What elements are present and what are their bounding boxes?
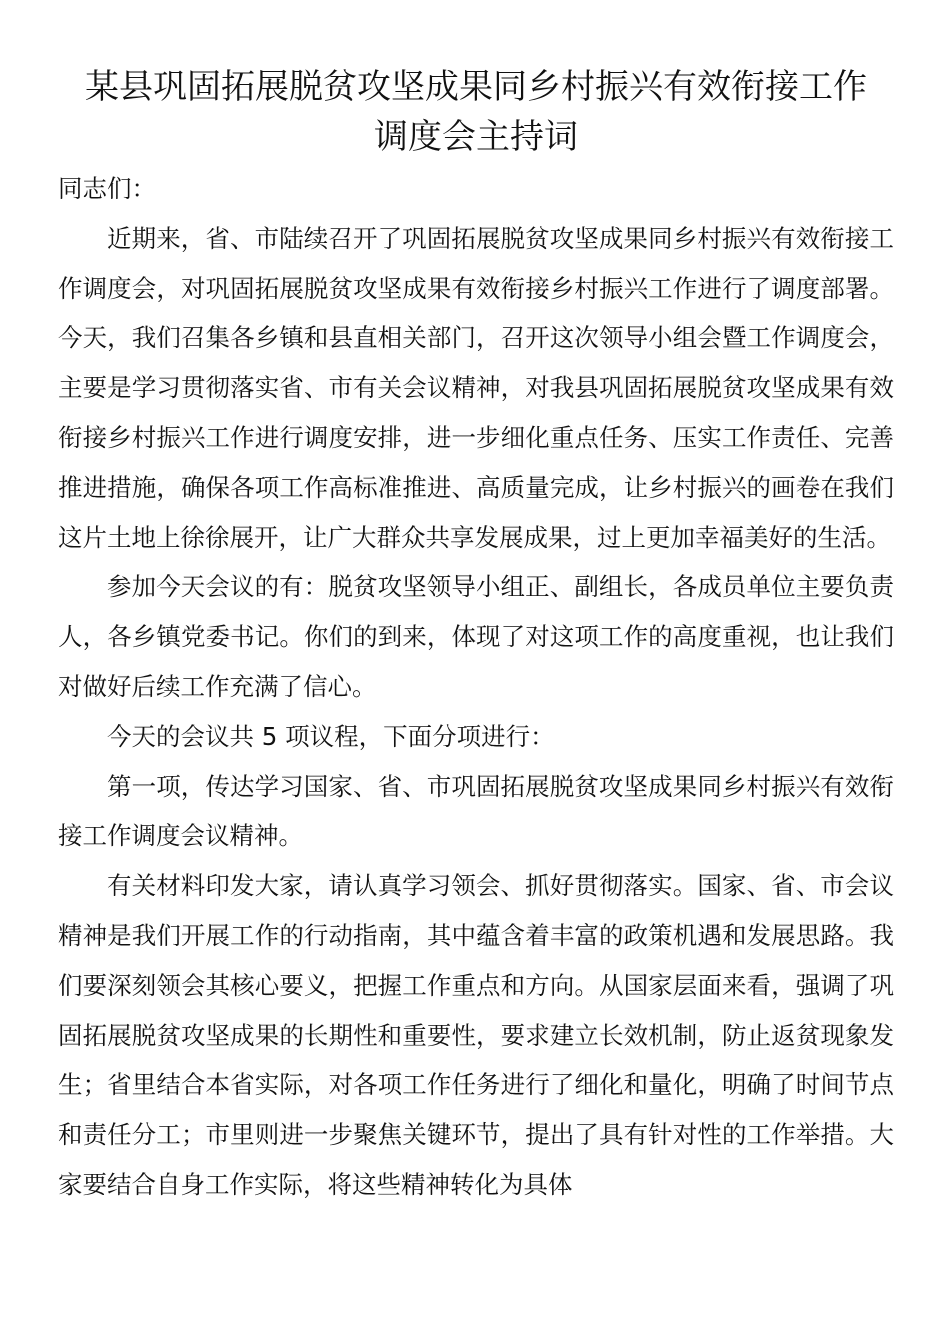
paragraph-attendees: 参加今天会议的有：脱贫攻坚领导小组正、副组长，各成员单位主要负责人，各乡镇党委书记。你们的到来，体现了对这项工作的高度重视，也让我们对做好后续工作充满了信心。	[58, 572, 894, 701]
salutation: 同志们：	[58, 174, 156, 203]
title-line-1: 某县巩固拓展脱贫攻坚成果同乡村振兴有效衔接工作	[85, 67, 867, 107]
document-title	[58, 62, 894, 162]
title-line-2: 调度会主持词	[374, 117, 578, 157]
paragraph-item-one: 第一项，传达学习国家、省、市巩固拓展脱贫攻坚成果同乡村振兴有效衔接工作调度会议精神。	[58, 771, 894, 851]
document-body	[58, 164, 894, 1210]
paragraph-intro: 近期来，省、市陆续召开了巩固拓展脱贫攻坚成果同乡村振兴有效衔接工作调度会，对巩固拓展脱贫攻坚成果有效衔接乡村振兴工作进行了调度部署。今天，我们召集各乡镇和县直相关部门，召开这次领导小组会暨工作调度会，主要是学习贯彻落实省、市有关会议精神，对我县巩固拓展脱贫攻坚成果有效衔接乡村振兴工作进行调度安排，进一步细化重点任务、压实工作责任、完善推进措施，确保各项工作高标准推进、高质量完成，让乡村振兴的画卷在我们这片土地上徐徐展开，让广大群众共享发展成果，过上更加幸福美好的生活。	[58, 223, 894, 552]
paragraph-agenda: 今天的会议共 5 项议程，下面分项进行：	[107, 721, 555, 751]
paragraph-materials: 有关材料印发大家，请认真学习领会、抓好贯彻落实。国家、省、市会议精神是我们开展工作的行动指南，其中蕴含着丰富的政策机遇和发展思路。我们要深刻领会其核心要义，把握工作重点和方向。从国家层面来看，强调了巩固拓展脱贫攻坚成果的长期性和重要性，要求建立长效机制，防止返贫现象发生；省里结合本省实际，对各项工作任务进行了细化和量化，明确了时间节点和责任分工；市里则进一步聚焦关键环节，提出了具有针对性的工作举措。大家要结合自身工作实际，将这些精神转化为具体	[58, 871, 894, 1199]
document-page	[58, 62, 894, 1210]
